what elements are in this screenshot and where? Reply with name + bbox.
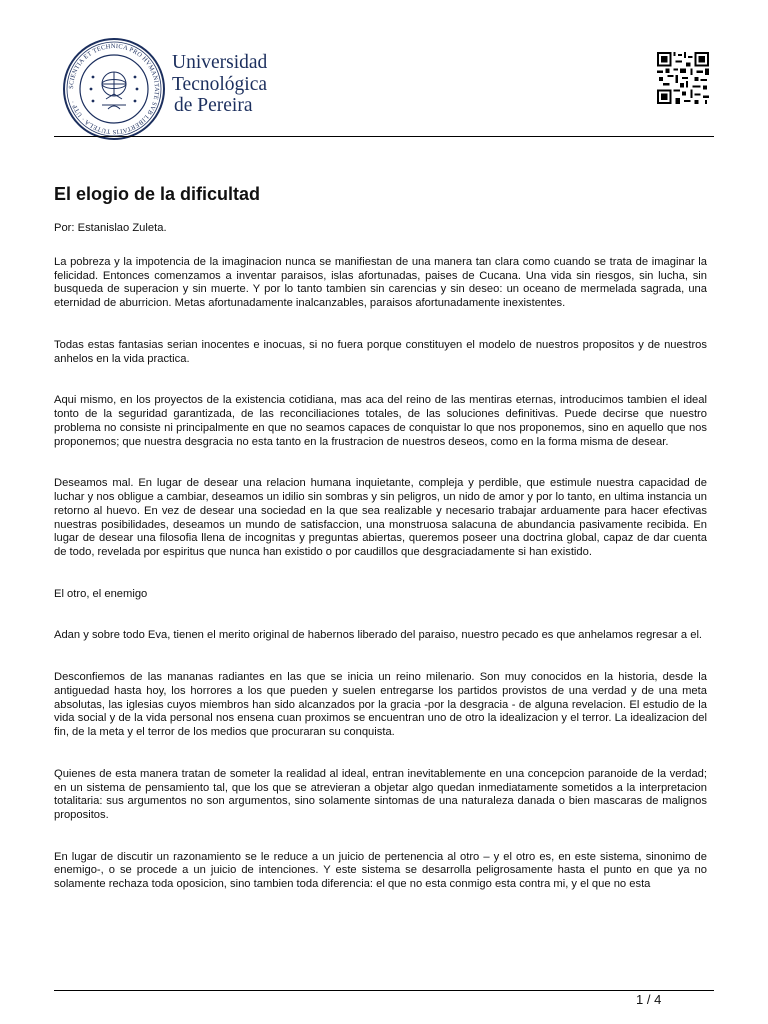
paragraph: Todas estas fantasias serian inocentes e inocuas, si no fuera porque constituyen el modelo de nuestros propositos y de nuestros anhelos en la vida practica. (54, 338, 707, 365)
qr-code-icon (657, 52, 709, 104)
paragraph: Desconfiemos de las mananas radiantes en las que se inicia un reino milenario. Son muy conocidos en la historia, desde la antiguedad hasta hoy, los horrores a los que pueden y suelen entregarse los partidos provistos de una verdad y de una meta absolutas, las iglesias cuyos miembros han sido alcanzados por la gracia -por la desgracia - de alguna revelacion. El estudio de la vida social y de la vida personal nos ensena cuan proximos se encuentran uno de otro la idealizacion y el terror. La idealizacion del fin, de la meta y el terror de los medios que procuraran su conquista. (54, 670, 707, 739)
university-name-line3: de Pereira (174, 95, 253, 116)
section-heading: El otro, el enemigo (54, 587, 148, 600)
svg-text:SCIENTIA ET TECHNICA PRO HVMAN: SCIENTIA ET TECHNICA PRO HVMANITATE SVB LIBERTATIS TUTELA · UTP · (67, 42, 161, 136)
paragraph: Deseamos mal. En lugar de desear una relacion humana inquietante, compleja y perdible, que estimule nuestra capacidad de luchar y nos obligue a cambiar, deseamos un idilio sin sombras y sin peligros, un nido de amor y por lo tanto, en ultima instancia un retorno al huevo. En vez de desear una sociedad en la que sea realizable y necesario trabajar arduamente para hacer efectivas nuestras posibilidades, deseamos un mundo de satisfaccion, una monstruosa salacuna de abundancia pasivamente recibida. En lugar de desear una filosofia llena de incognitas y preguntas abiertas, queremos poseer una doctrina global, capaz de dar cuenta de todo, revelada por espiritus que nunca han existido o por caudillos que desgraciadamente si han existido. (54, 477, 707, 559)
paragraph: En lugar de discutir un razonamiento se le reduce a un juicio de pertenencia al otro – y el otro es, en este sistema, sinonimo de enemigo-, o se procede a un juicio de intenciones. Y este sistema se desarrolla peligrosamente hasta el punto en que ya no solamente rechaza toda oposicion, sino tambien toda diferencia: el que no esta conmigo esta contra mi, y el que no esta (54, 850, 707, 891)
header-divider (54, 136, 714, 137)
university-name-line1: Universidad (172, 52, 268, 73)
paragraph: La pobreza y la impotencia de la imaginacion nunca se manifiestan de una manera tan clara como cuando se trata de imaginar la felicidad. Entonces comenzamos a inventar paraisos, islas afortunadas, paises de Cucana. Una vida sin riesgos, sin lucha, sin busqueda de superacion y sin muerte. Y por lo tanto tambien sin carencias y sin deseo: un oceano de mermelada sagrada, una eternidad de aburricion. Metas afortunadamente inalcanzables, paraisos afortunadamente inexistentes. (54, 255, 707, 310)
byline: Por: Estanislao Zuleta. (54, 222, 167, 234)
university-seal-icon (62, 37, 166, 141)
document-header (0, 0, 768, 137)
paragraph: Quienes de esta manera tratan de someter la realidad al ideal, entran inevitablemente en una concepcion paranoide de la verdad; en un sistema de pensamiento tal, que los que se atrevieran a objetar algo quedan inmediatamente sometidos a la interpretacion totalitaria: sus argumentos no son argumentos, sino solamente sintomas de una naturaleza danada o bien mascaras de malignos propositos. (54, 767, 707, 822)
university-name (172, 52, 267, 117)
footer-divider (54, 990, 714, 991)
paragraph: Aqui mismo, en los proyectos de la existencia cotidiana, mas aca del reino de las mentiras eternas, introducimos tambien el ideal tonto de la seguridad garantizada, de las reconciliaciones totales, de las soluciones definitivas. Puede decirse que nuestro problema no consiste ni principalmente en que no seamos capaces de conquistar lo que nos proponemos, sino en aquello que nos proponemos; que nuestra desgracia no esta tanto en la frustracion de nuestros deseos, como en la forma misma de desear. (54, 394, 707, 448)
university-name-line2: Tecnológica (172, 73, 268, 95)
paragraph: Adan y sobre todo Eva, tienen el merito original de habernos liberado del paraiso, nuestro pecado es que anhelamos regresar a el. (54, 629, 703, 642)
document-body (54, 222, 707, 920)
document-title: El elogio de la dificultad (54, 184, 261, 204)
page-indicator: 1 / 4 (636, 992, 662, 1007)
